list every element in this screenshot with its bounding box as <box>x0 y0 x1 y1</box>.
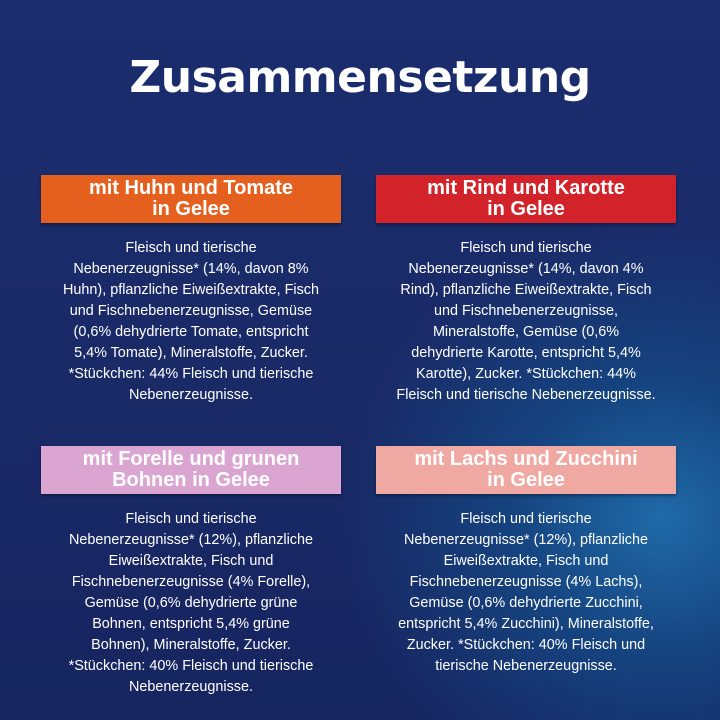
card-heading <box>376 446 676 494</box>
ingredient-line: entspricht 5,4% Zucchini), Mineralstoffe, <box>398 616 654 632</box>
ingredient-line: Mineralstoffe, Gemüse (0,6% <box>432 324 620 340</box>
ingredient-line: Fleisch und tierische <box>125 240 257 256</box>
card-heading-line: mit Forelle und grunen <box>82 448 300 470</box>
card-heading-line: mit Huhn und Tomate <box>88 177 294 199</box>
ingredient-line: Huhn), pflanzliche Eiweißextrakte, Fisch <box>63 282 319 298</box>
ingredient-line: Gemüse (0,6% dehydrierte grüne <box>84 595 298 611</box>
ingredient-line: Nebenerzeugnisse. <box>129 387 253 403</box>
card-heading-line: in Gelee <box>487 198 565 220</box>
ingredient-line: (0,6% dehydrierte Tomate, entspricht <box>73 324 309 340</box>
card-heading <box>376 175 676 223</box>
ingredient-line: Nebenerzeugnisse* (14%, davon 4% <box>408 261 644 277</box>
ingredient-line: Fleisch und tierische <box>460 511 592 527</box>
ingredient-line: und Fischnebenerzeugnisse, Gemüse <box>69 303 313 319</box>
ingredient-line: Fleisch und tierische <box>125 511 257 527</box>
card-ingredients <box>41 509 341 698</box>
ingredient-line: Karotte), Zucker. *Stückchen: 44% <box>416 366 636 382</box>
ingredient-line: Fleisch und tierische Nebenerzeugnisse. <box>396 387 656 403</box>
ingredient-line: Eiweißextrakte, Fisch und <box>108 553 274 569</box>
card-heading-line: Bohnen in Gelee <box>112 469 270 491</box>
card-ingredients <box>376 238 676 406</box>
ingredient-line: *Stückchen: 44% Fleisch und tierische <box>68 366 314 382</box>
card-heading-line: in Gelee <box>487 469 565 491</box>
card-heading-line: mit Rind und Karotte <box>427 177 625 199</box>
card-lachs-zucchini <box>376 446 676 677</box>
card-heading <box>41 175 341 223</box>
card-forelle-bohnen <box>41 446 341 698</box>
ingredient-line: Zucker. *Stückchen: 40% Fleisch und <box>406 637 646 653</box>
card-heading-line: in Gelee <box>152 198 230 220</box>
ingredient-line: Gemüse (0,6% dehydrierte Zucchini, <box>409 595 643 611</box>
card-huhn-tomate <box>41 175 341 406</box>
ingredient-line: Nebenerzeugnisse* (12%), pflanzliche <box>404 532 648 548</box>
ingredient-line: 5,4% Tomate), Mineralstoffe, Zucker. <box>74 345 308 361</box>
ingredient-line: Nebenerzeugnisse. <box>129 679 253 695</box>
ingredient-line: Nebenerzeugnisse* (14%, davon 8% <box>73 261 309 277</box>
ingredient-line: dehydrierte Karotte, entspricht 5,4% <box>411 345 641 361</box>
card-heading <box>41 446 341 494</box>
page-title: Zusammensetzung <box>129 52 591 103</box>
ingredient-line: *Stückchen: 40% Fleisch und tierische <box>68 658 314 674</box>
card-ingredients <box>376 509 676 677</box>
ingredient-line: Fleisch und tierische <box>460 240 592 256</box>
ingredient-line: Nebenerzeugnisse* (12%), pflanzliche <box>69 532 313 548</box>
ingredient-line: Bohnen, entspricht 5,4% grüne <box>92 616 290 632</box>
ingredient-line: tierische Nebenerzeugnisse. <box>435 658 617 674</box>
ingredient-line: und Fischnebenerzeugnisse, <box>433 303 618 319</box>
ingredient-line: Rind), pflanzliche Eiweißextrakte, Fisch <box>400 282 652 298</box>
ingredient-line: Fischnebenerzeugnisse (4% Forelle), <box>71 574 311 590</box>
card-ingredients <box>41 238 341 406</box>
card-heading-line: mit Lachs und Zucchini <box>414 448 638 470</box>
ingredient-line: Bohnen), Mineralstoffe, Zucker. <box>91 637 291 653</box>
card-rind-karotte <box>376 175 676 406</box>
ingredient-line: Eiweißextrakte, Fisch und <box>443 553 609 569</box>
ingredient-line: Fischnebenerzeugnisse (4% Lachs), <box>409 574 643 590</box>
